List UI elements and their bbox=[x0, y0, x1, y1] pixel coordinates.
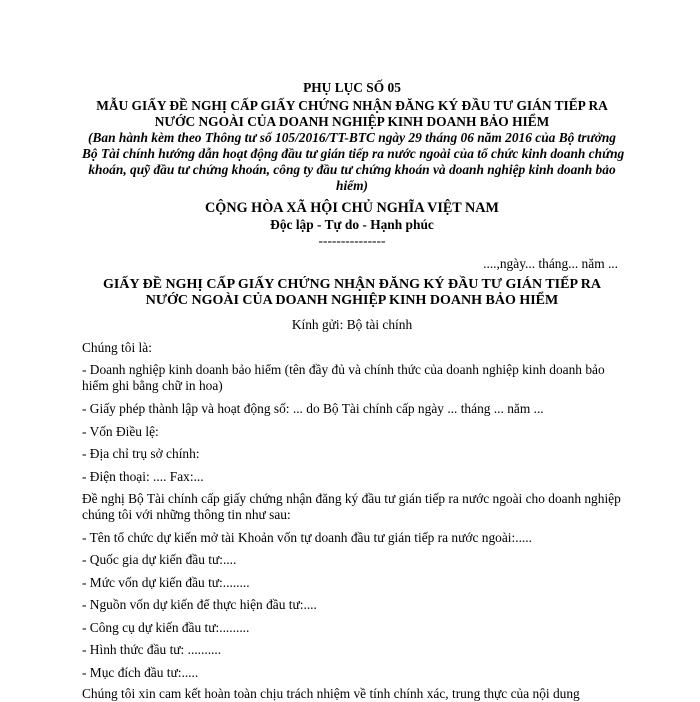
list-item: - Doanh nghiệp kinh doanh bảo hiểm (tên đầy đủ và chính thức của doanh nghiệp kinh doanh bảo hiểm ghi bằng chữ in hoa) bbox=[82, 362, 605, 393]
request-text: Đề nghị Bộ Tài chính cấp giấy chứng nhận đăng ký đầu tư gián tiếp ra nước ngoài cho doanh nghiệp chúng tôi với những thông tin như sau: bbox=[82, 491, 621, 522]
appendix-note-1: (Ban hành kèm theo Thông tư số 105/2016/TT-BTC ngày 29 tháng 06 năm 2016 của Bộ trưởng bbox=[88, 130, 616, 145]
appendix-note-4: hiểm) bbox=[336, 178, 368, 193]
list-item: - Giấy phép thành lập và hoạt động số: ... do Bộ Tài chính cấp ngày ... tháng ... năm ... bbox=[82, 401, 544, 416]
date-line: ....,ngày... tháng... năm ... bbox=[483, 256, 618, 271]
national-motto: Độc lập - Tự do - Hạnh phúc bbox=[270, 217, 434, 232]
national-divider: --------------- bbox=[318, 233, 386, 248]
national-name: CỘNG HÒA XÃ HỘI CHỦ NGHĨA VIỆT NAM bbox=[205, 200, 499, 216]
form-title-1: GIẤY ĐỀ NGHỊ CẤP GIẤY CHỨNG NHẬN ĐĂNG KÝ ĐẦU TƯ GIÁN TIẾP RA bbox=[103, 277, 601, 292]
list-item: - Hình thức đầu tư: .......... bbox=[82, 642, 222, 657]
appendix-subtitle-1: MẪU GIẤY ĐỀ NGHỊ CẤP GIẤY CHỨNG NHẬN ĐĂNG KÝ ĐẦU TƯ GIÁN TIẾP RA bbox=[96, 98, 608, 113]
list-item: - Nguồn vốn dự kiến để thực hiện đầu tư:.... bbox=[82, 597, 317, 612]
appendix-note-2: Bộ Tài chính hướng dẫn hoạt động đầu tư gián tiếp ra nước ngoài của tổ chức kinh doanh chứng bbox=[82, 146, 625, 161]
list-item: - Tên tổ chức dự kiến mở tài Khoản vốn tự doanh đầu tư gián tiếp ra nước ngoài:..... bbox=[82, 530, 532, 545]
appendix-subtitle-2: NƯỚC NGOÀI CỦA DOANH NGHIỆP KINH DOANH BẢO HIỂM bbox=[154, 114, 550, 129]
commitment-text: Chúng tôi xin cam kết hoàn toàn chịu trách nhiệm về tính chính xác, trung thực của nội dung bbox=[82, 686, 580, 701]
list-item: - Mục đích đầu tư:..... bbox=[82, 665, 199, 680]
form-title-2: NƯỚC NGOÀI CỦA DOANH NGHIỆP KINH DOANH BẢO HIỂM bbox=[145, 293, 559, 308]
intro-text: Chúng tôi là: bbox=[82, 340, 152, 355]
list-item: - Điện thoại: .... Fax:... bbox=[82, 469, 204, 484]
list-item: - Mức vốn dự kiến đầu tư:........ bbox=[82, 575, 250, 590]
appendix-note-3: khoán, quỹ đầu tư chứng khoán, công ty đầu tư chứng khoán và doanh nghiệp kinh doanh bảo bbox=[88, 162, 616, 177]
list-item: - Vốn Điều lệ: bbox=[82, 424, 159, 439]
addressee: Kính gửi: Bộ tài chính bbox=[291, 317, 413, 332]
list-item: - Quốc gia dự kiến đầu tư:.... bbox=[82, 552, 237, 567]
list-item: - Địa chỉ trụ sở chính: bbox=[82, 446, 200, 461]
appendix-title: PHỤ LỤC SỐ 05 bbox=[303, 80, 401, 95]
list-item: - Công cụ dự kiến đầu tư:......... bbox=[82, 620, 250, 635]
